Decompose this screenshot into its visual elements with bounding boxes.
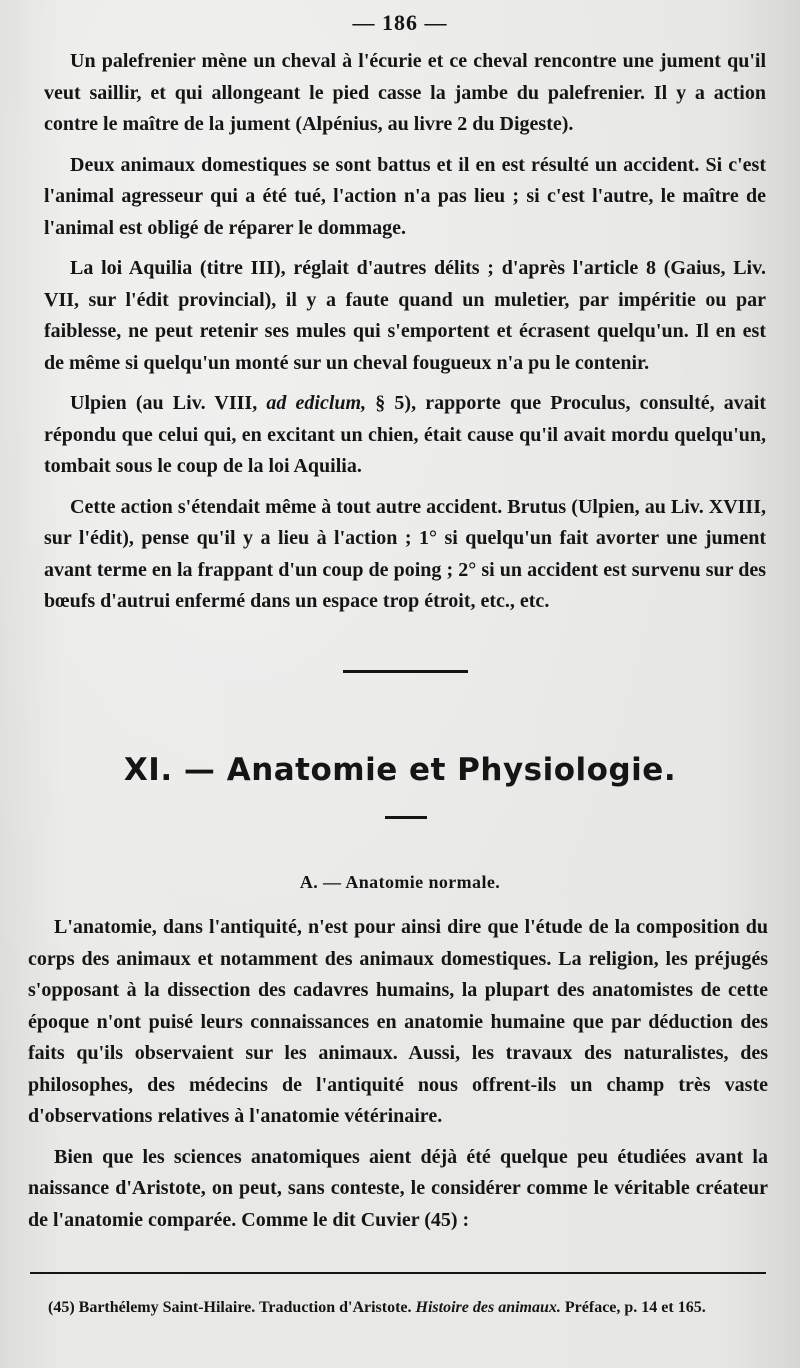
footnote-separator xyxy=(30,1272,766,1274)
subsection-title: A. — Anatomie normale. xyxy=(299,872,501,892)
bottom-text-block xyxy=(28,912,768,1236)
paragraph-palefrenier: Un palefrenier mène un cheval à l'écurie et ce cheval rencontre une jument qu'il veut saillir, et qui allongeant le pied casse la jambe du palefrenier. Il y a action contre le maître de la jument (Alpénius, au livre 2 du Digeste). xyxy=(44,50,766,135)
ulpien-text-before: Ulpien (au Liv. VIII, xyxy=(70,392,267,414)
paragraph-ulpien xyxy=(44,388,766,483)
footnote xyxy=(30,1296,766,1320)
paragraph-aristote: Bien que les sciences anatomiques aient déjà été quelque peu étudiées avant la naissance d'Aristote, on peut, sans conteste, le considérer comme le véritable créateur de l'anatomie comparée. Comme le dit Cuvier (45) : xyxy=(28,1145,768,1231)
paragraph-anatomie-antiquite: L'anatomie, dans l'antiquité, n'est pour ainsi dire que l'étude de la composition du corps des animaux et notamment des animaux domestiques. La religion, les préjugés s'opposant à la dissection des cadavres humains, la plupart des anatomistes de cette époque n'ont puisé leurs connaissances en anatomie humaine que par déduction des faits qu'ils observaient sur les animaux. Aussi, les travaux des naturalistes, des philosophes, des médecins de l'antiquité nous offrent-ils un champ très vaste d'observations relatives à l'anatomie vétérinaire. xyxy=(28,916,768,1127)
footnote-label: (45) xyxy=(48,1299,75,1316)
title-underline-rule xyxy=(385,816,427,819)
paragraph-animaux-battus: Deux animaux domestiques se sont battus et il en est résulté un accident. Si c'est l'animal agresseur qui a été tué, l'action n'a pas lieu ; si c'est l'autre, le maître de l'animal est obligé de réparer le dommage. xyxy=(44,153,766,239)
top-text-block xyxy=(44,46,766,618)
section-divider-rule xyxy=(343,670,468,673)
ulpien-text-after: § 5), rapporte que Proculus, consulté, avait répondu que celui qui, en excitant un chien, était cause qu'il avait mordu quelqu'un, tombait sous le coup de la loi Aquilia. xyxy=(44,392,767,477)
page-number: — 186 — xyxy=(352,10,448,35)
paragraph-loi-aquilia: La loi Aquilia (titre III), réglait d'autres délits ; d'après l'article 8 (Gaius, Liv. VII, sur l'édit provincial), il y a faute quand un muletier, par impéritie ou par faiblesse, ne peut retenir ses mules qui s'emportent et écrasent quelqu'un. Il en est de même si quelqu'un monté sur un cheval fougueux n'a pu le contenir. xyxy=(44,257,766,374)
footnote-after: Préface, p. 14 et 165. xyxy=(564,1299,706,1316)
section-title: XI. — Anatomie et Physiologie. xyxy=(123,752,677,788)
footnote-text: Barthélemy Saint-Hilaire. Traduction d'Aristote. xyxy=(78,1299,412,1316)
footnote-italic-title: Histoire des animaux. xyxy=(415,1299,561,1316)
paragraph-brutus: Cette action s'étendait même à tout autre accident. Brutus (Ulpien, au Liv. XVIII, sur l'édit), pense qu'il y a lieu à l'action ; 1° si quelqu'un fait avorter une jument avant terme en la frappant d'un coup de poing ; 2° si un accident est survenu sur des bœufs d'autrui enfermé dans un espace trop étroit, etc., etc. xyxy=(44,495,766,612)
ulpien-text-italic: ad ediclum, xyxy=(266,392,367,414)
